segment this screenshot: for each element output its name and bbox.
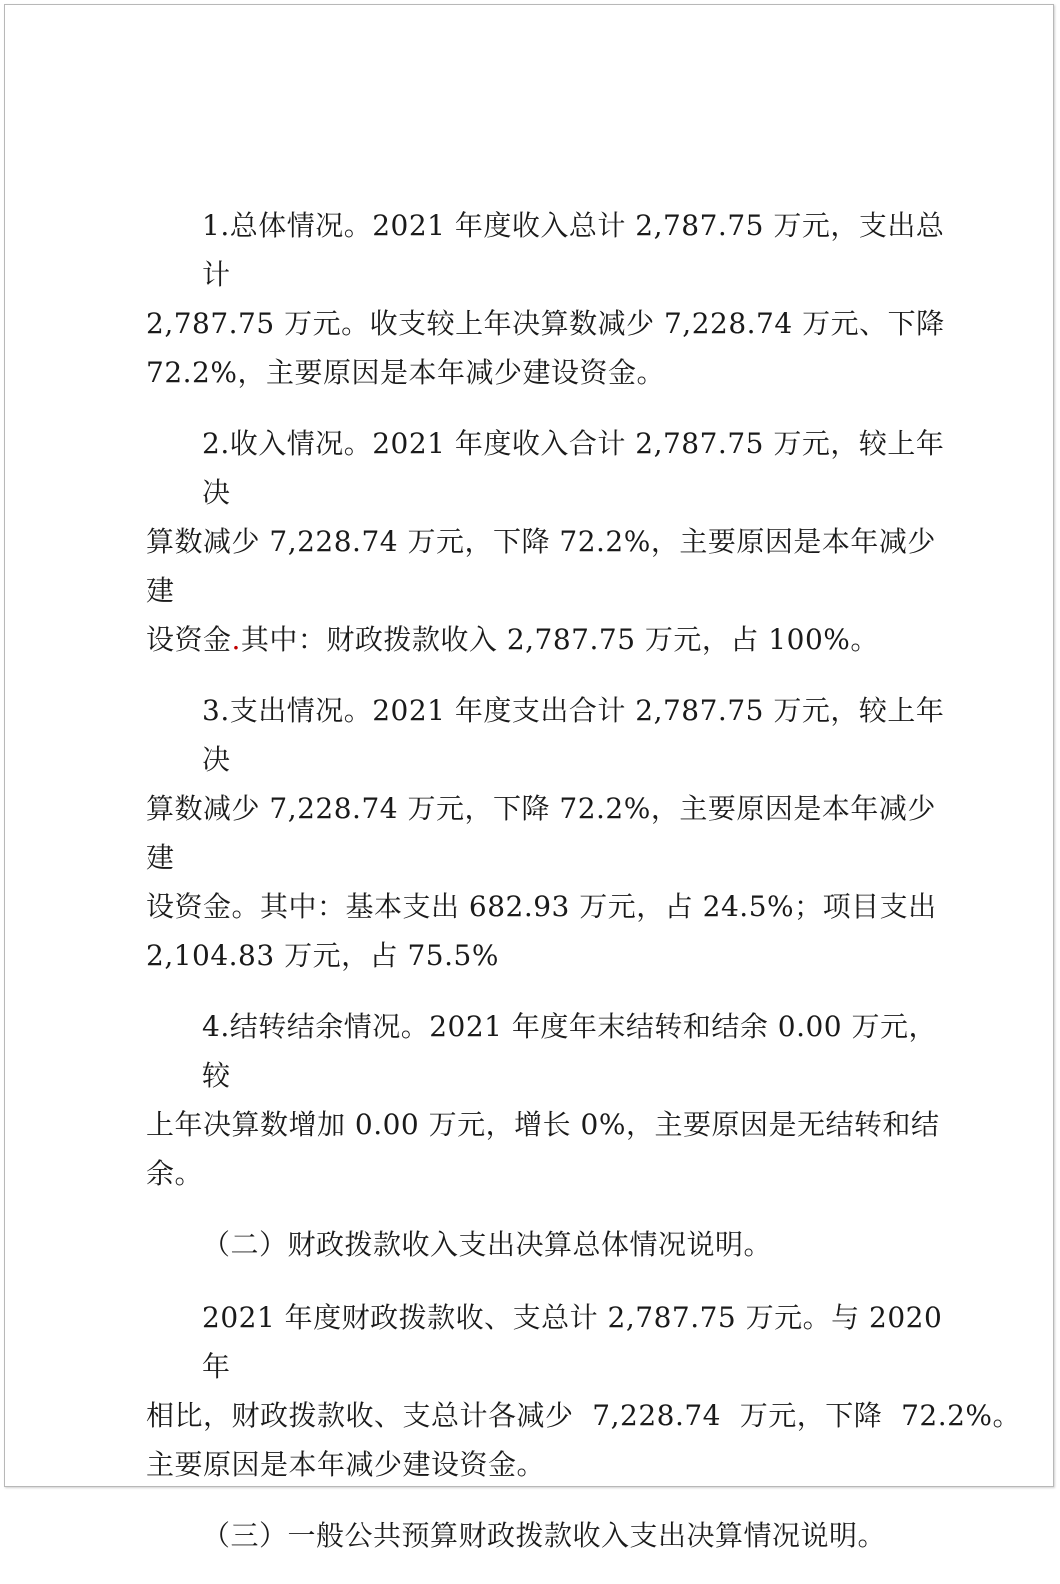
paragraph-carryover [146,1002,946,1198]
section-heading-3 [146,1511,946,1560]
text-line: 设资金。其中：基本支出 682.93 万元，占 24.5%；项目支出 [146,890,937,923]
text-line: 72.2%，主要原因是本年减少建设资金。 [146,356,665,389]
text-line: 上年决算数增加 0.00 万元，增长 0%，主要原因是无结转和结 [146,1108,940,1141]
text-line: 3.支出情况。2021 年度支出合计 2,787.75 万元，较上年决 [202,694,945,776]
text-line: 2,104.83 万元，占 75.5% [146,939,499,972]
text-line: 2021 年度财政拨款收、支总计 2,787.75 万元。与 2020 年 [202,1301,943,1383]
document-page [4,4,1054,1552]
heading-text: （二）财政拨款收入支出决算总体情况说明。 [202,1228,773,1261]
text-line: 算数减少 7,228.74 万元，下降 72.2%，主要原因是本年减少建 [146,792,936,874]
text-line: 4.结转结余情况。2021 年度年末结转和结余 0.00 万元，较 [202,1010,938,1092]
section-heading-2 [146,1220,946,1269]
text-segment: 设资金 [146,623,232,656]
text-line: 1.总体情况。2021 年度收入总计 2,787.75 万元，支出总计 [202,209,945,291]
text-line: 2.收入情况。2021 年度收入合计 2,787.75 万元，较上年决 [202,427,945,509]
red-dot-mark: . [231,623,241,656]
paragraph-expenditure [146,686,946,980]
text-line: 算数减少 7,228.74 万元，下降 72.2%，主要原因是本年减少建 [146,525,936,607]
text-line: 余。 [146,1157,204,1190]
document-body [146,201,1022,1584]
text-line: 2,787.75 万元。收支较上年决算数减少 7,228.74 万元、下降 [146,307,945,340]
paragraph-overall [146,201,946,397]
text-line [146,615,946,664]
paragraph-fiscal-total [146,1293,1022,1489]
text-line: 相比，财政拨款收、支总计各减少 7,228.74 万元，下降 72.2%。 [146,1399,1022,1432]
heading-text: （三）一般公共预算财政拨款收入支出决算情况说明。 [202,1519,887,1552]
text-segment: 其中：财政拨款收入 2,787.75 万元，占 100%。 [240,623,879,656]
text-line: 主要原因是本年减少建设资金。 [146,1448,546,1481]
paragraph-income [146,419,946,664]
